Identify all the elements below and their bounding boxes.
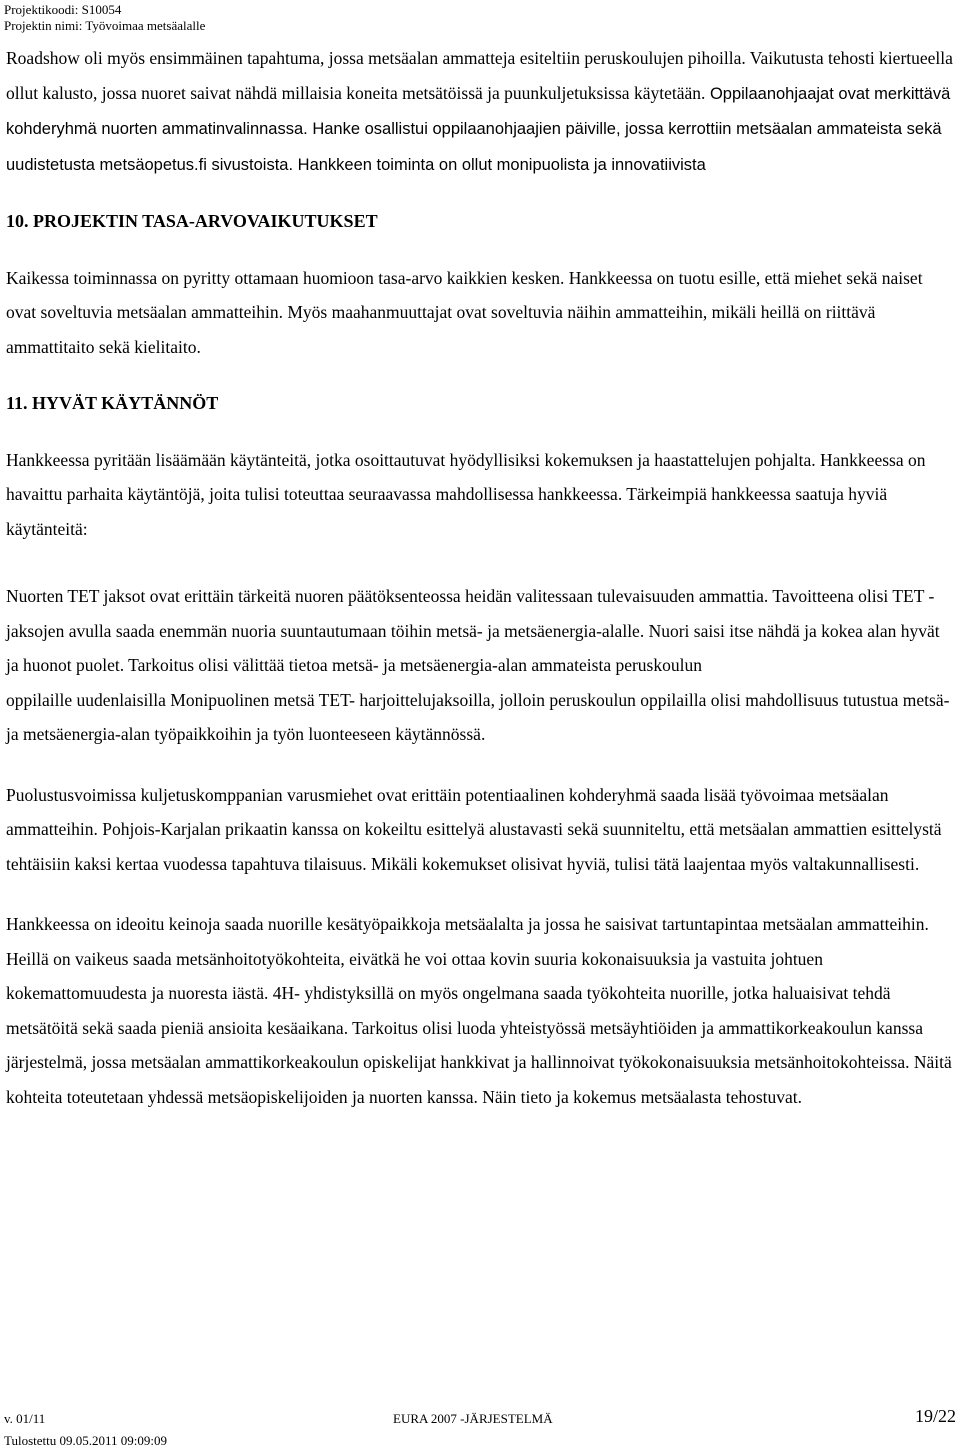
equality-paragraph: Kaikessa toiminnassa on pyritty ottamaan huomioon tasa-arvo kaikkien kesken. Hankkeessa on tuotu esille, että miehet sekä naiset ovat soveltuvia metsäalan ammatteihin. Myös maahanmuuttajat ovat soveltuvia näihin ammatteihin, mikäli heillä on riittävä ammattitaito sekä kielitaito. [6,267,923,357]
page-footer [4,1406,956,1448]
page-header [4,2,205,34]
best-practices-paragraph: Hankkeessa pyritään lisäämään käytänteitä, jotka osoittautuvat hyödyllisiksi kokemuksen ja haastattelujen pohjalta. Hankkeessa on havaittu parhaita käytäntöjä, joita tulisi toteuttaa seuraavassa mahdollisessa hankkeessa. Tärkeimpiä hankkeessa saatuja hyviä käytänteitä: [6,449,926,539]
tet-paragraph: Nuorten TET jaksot ovat erittäin tärkeitä nuoren päätöksenteossa heidän valitessaan tulevaisuuden ammattia. Tavoitteena olisi TET -jaksojen avulla saada enemmän nuoria suuntautumaan töihin metsä- ja metsäenergia-alalle. Nuori saisi itse nähdä ja kokea alan hyvät ja huonot puolet. Tarkoitus olisi välittää tietoa metsä- ja metsäenergia-alan ammateista peruskoulun [6,586,940,675]
document-body [6,41,956,1114]
intro-text-serif: Roadshow oli myös ensimmäinen tapahtuma, jossa metsäalan ammatteja esiteltiin peruskoulujen pihoilla. Vaikutusta tehosti kiertueella ollut kalusto, jossa nuoret saivat nähdä millaisia koneita metsätöissä ja puunkuljetuksissa käytetään. [6,48,953,103]
intro-text-sans: Oppilaanohjaajat ovat merkittävä kohderyhmä nuorten ammatinvalinnassa. Hanke osallistui oppilaanohjaajien päiville, jossa kerrottiin metsäalan ammateista sekä uudistetusta metsäopetus.fi sivustoista. Hankkeen toiminta on ollut monipuolista ja innovatiivista [6,84,951,174]
project-name: Projektin nimi: Työvoimaa metsäalalle [4,18,206,33]
section-heading-equality: 10. PROJEKTIN TASA-ARVOVAIKUTUKSET [6,211,378,231]
footer-version: v. 01/11 [4,1411,46,1426]
section-heading-best-practices: 11. HYVÄT KÄYTÄNNÖT [6,393,219,413]
intro-paragraph [6,41,956,182]
project-code: Projektikoodi: S10054 [4,2,122,17]
footer-program: EURA 2007 -JÄRJESTELMÄ [393,1411,553,1426]
footer-print-date: Tulostettu 09.05.2011 09:09:09 [4,1433,168,1448]
defence-forces-paragraph: Puolustusvoimissa kuljetuskomppanian varusmiehet ovat erittäin potentiaalinen kohderyhmä saada lisää työvoimaa metsäalan ammatteihin. Pohjois-Karjalan prikaatin kanssa on kokeiltu esittelyä alustavasti sekä suunniteltu, että metsäalan ammattien esittelystä tehtäisiin kaksi kertaa vuodessa tapahtuva tilaisuus. Mikäli kokemukset olisivat hyviä, tulisi tätä laajentaa myös valtakunnallisesti. [6,784,942,874]
tet-paragraph-continued: oppilaille uudenlaisilla Monipuolinen metsä TET- harjoittelujaksoilla, jolloin peruskoulun oppilailla olisi mahdollisuus tutustua metsä- ja metsäenergia-alan työpaikkoihin ja työn luonteeseen käytännössä. [6,689,950,744]
page-number: 19/22 [914,1406,956,1426]
summer-jobs-paragraph: Hankkeessa on ideoitu keinoja saada nuorille kesätyöpaikkoja metsäalalta ja jossa he saisivat tartuntapintaa metsäalan ammatteihin. Heillä on vaikeus saada metsänhoitotyökohteita, eivätkä he voi ottaa kovin suuria kokonaisuuksia ja vastuita johtuen kokemattomuudesta ja nuoresta iästä. 4H- yhdistyksillä on myös ongelmana saada työkohteita nuorille, jotka haluaisivat tehdä metsätöitä sekä saada pieniä ansioita kesäaikana. Tarkoitus olisi luoda yhteistyössä metsäyhtiöiden ja ammattikorkeakoulun kanssa järjestelmä, jossa metsäalan ammattikorkeakoulun opiskelijat hankkivat ja hallinnoivat työkokonaisuuksia metsänhoitokohteissa. Näitä kohteita toteutetaan yhdessä metsäopiskelijoiden ja nuorten kanssa. Näin tieto ja kokemus metsäalasta tehostuvat. [6,914,952,1107]
